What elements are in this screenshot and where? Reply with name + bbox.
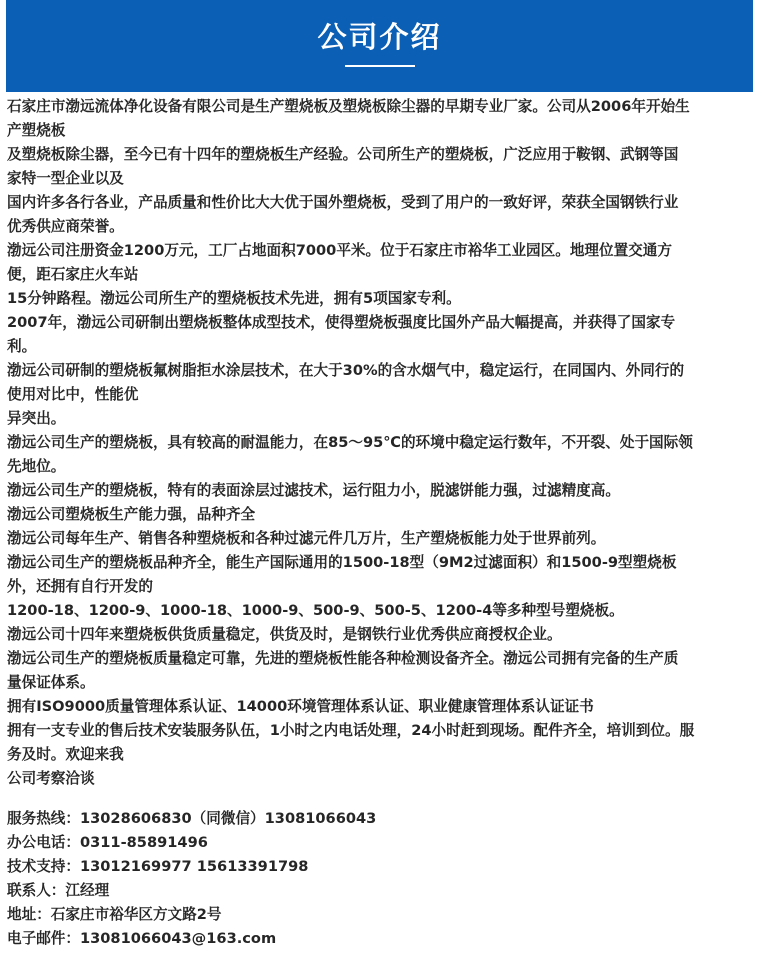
text-line: 产塑烧板 (7, 122, 66, 139)
text-line: 拥有ISO9000质量管理体系认证、14000环境管理体系认证、职业健康管理体系认证证书 (7, 698, 594, 715)
text-line: 公司考察洽谈 (7, 770, 95, 787)
title-banner (6, 0, 753, 92)
text-line: 及塑烧板除尘器，至今已有十四年的塑烧板生产经验。公司所生产的塑烧板，广泛应用于鞍钢、武钢等国 (7, 146, 679, 163)
text-line: 利。 (7, 338, 37, 355)
text-line: 优秀供应商荣誉。 (7, 218, 124, 235)
text-line: 渤远公司生产的塑烧板，具有较高的耐温能力，在85～95℃的环境中稳定运行数年，不开裂、处于国际领 (7, 434, 693, 451)
text-line: 1200-18、1200-9、1000-18、1000-9、500-9、500-5、1200-4等多种型号塑烧板。 (7, 602, 624, 619)
text-line: 外，还拥有自行开发的 (7, 578, 153, 595)
text-line: 量保证体系。 (7, 674, 95, 691)
address: 地址：石家庄市裕华区方文路2号 (7, 906, 222, 923)
text-line: 渤远公司注册资金1200万元，工厂占地面积7000平米。位于石家庄市裕华工业园区。地理位置交通方 (7, 242, 672, 259)
text-line: 国内许多各行各业，产品质量和性价比大大优于国外塑烧板，受到了用户的一致好评，荣获全国钢铁行业 (7, 194, 679, 211)
intro-text (7, 95, 757, 791)
title-underline (345, 65, 415, 67)
text-line: 先地位。 (7, 458, 66, 475)
office-phone: 办公电话：0311-85891496 (7, 834, 208, 851)
text-line: 使用对比中，性能优 (7, 386, 139, 403)
text-line: 渤远公司十四年来塑烧板供货质量稳定，供货及时，是钢铁行业优秀供应商授权企业。 (7, 626, 562, 643)
text-line: 石家庄市渤远流体净化设备有限公司是生产塑烧板及塑烧板除尘器的早期专业厂家。公司从2006年开始生 (7, 98, 690, 115)
contact-person: 联系人：江经理 (7, 882, 110, 899)
text-line: 便，距石家庄火车站 (7, 266, 139, 283)
text-line: 渤远公司生产的塑烧板品种齐全，能生产国际通用的1500-18型（9M2过滤面积）和1500-9型塑烧板 (7, 554, 677, 571)
text-line: 家特一型企业以及 (7, 170, 124, 187)
text-line: 异突出。 (7, 410, 66, 427)
text-line: 渤远公司每年生产、销售各种塑烧板和各种过滤元件几万片，生产塑烧板能力处于世界前列。 (7, 530, 606, 547)
tech-support: 技术支持：13012169977 15613391798 (7, 858, 309, 875)
email: 电子邮件：13081066043@163.com (7, 930, 277, 947)
page-title: 公司介绍 (317, 20, 442, 54)
text-line: 15分钟路程。渤远公司所生产的塑烧板技术先进，拥有5项国家专利。 (7, 290, 461, 307)
service-hotline: 服务热线：13028606830（同微信）13081066043 (7, 810, 377, 827)
text-line: 渤远公司研制的塑烧板氟树脂拒水涂层技术，在大于30%的含水烟气中，稳定运行，在同国内、外同行的 (7, 362, 685, 379)
text-line: 2007年，渤远公司研制出塑烧板整体成型技术，使得塑烧板强度比国外产品大幅提高，并获得了国家专 (7, 314, 676, 331)
text-line: 务及时。欢迎来我 (7, 746, 124, 763)
contact-info (7, 807, 757, 951)
text-line: 拥有一支专业的售后技术安装服务队伍，1小时之内电话处理，24小时赶到现场。配件齐全，培训到位。服 (7, 722, 695, 739)
text-line: 渤远公司塑烧板生产能力强，品种齐全 (7, 506, 256, 523)
text-line: 渤远公司生产的塑烧板质量稳定可靠，先进的塑烧板性能各种检测设备齐全。渤远公司拥有完备的生产质 (7, 650, 679, 667)
text-line: 渤远公司生产的塑烧板，特有的表面涂层过滤技术，运行阻力小，脱滤饼能力强，过滤精度高。 (7, 482, 620, 499)
